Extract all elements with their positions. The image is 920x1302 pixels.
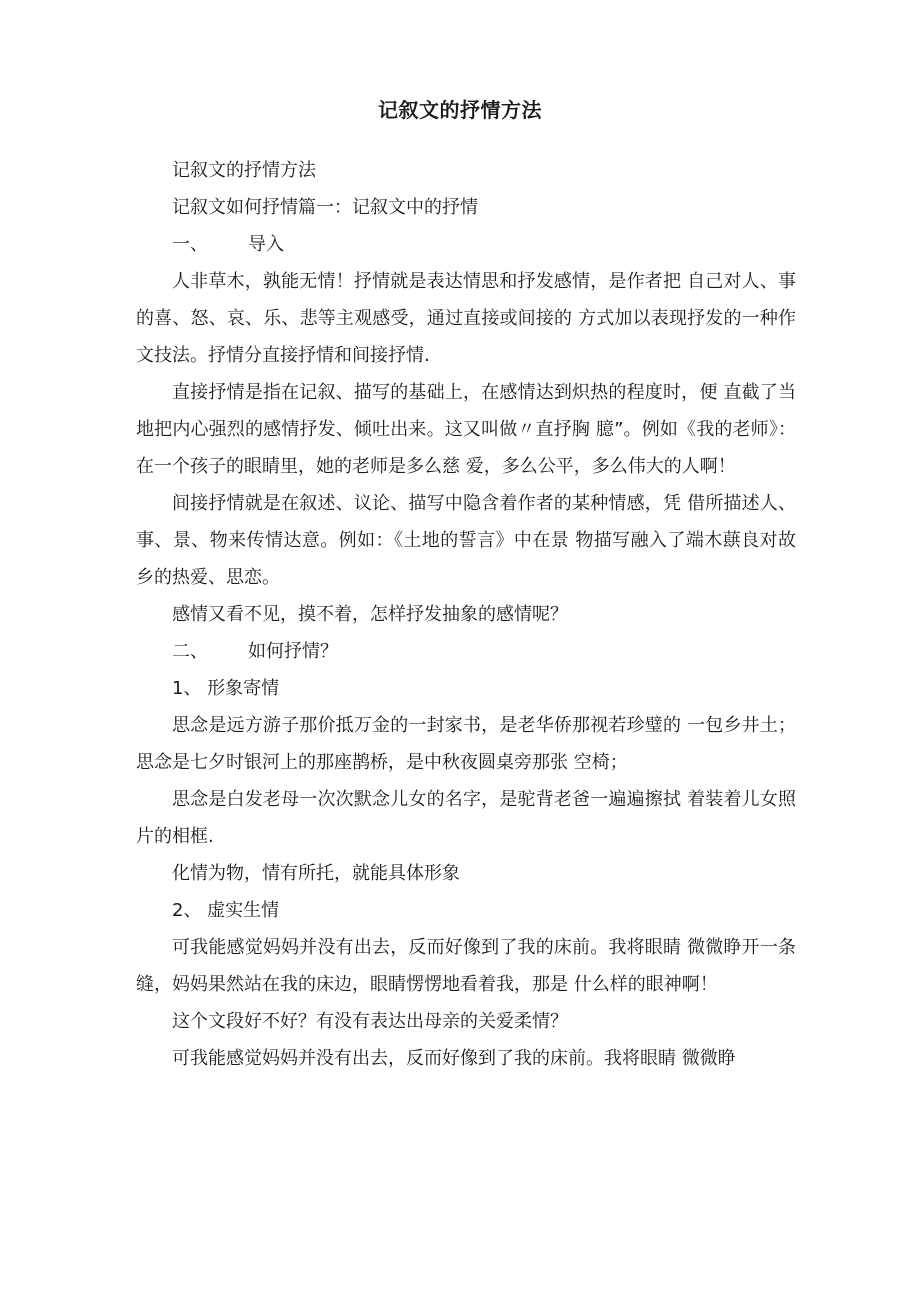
section-number: 一、 [172, 234, 208, 255]
paragraph: 这个文段好不好？有没有表达出母亲的关爱柔情？ [172, 1011, 568, 1032]
paragraph: 记叙文如何抒情篇一：记叙文中的抒情 [172, 197, 478, 218]
paragraph: 人非草木，孰能无情！抒情就是表达情思和抒发感情，是作者把 自己对人、事的喜、怒、哀、乐、悲等主观感受，通过直接或间接的 方式加以表现抒发的一种作文技法。抒情分直接抒情和间接抒情. [136, 271, 796, 366]
paragraph: 记叙文的抒情方法 [172, 160, 316, 181]
paragraph: 直接抒情是指在记叙、描写的基础上，在感情达到炽热的程度时，便 直截了当地把内心强烈的感情抒发、倾吐出来。这又叫做〃直抒胸 臆”。例如《我的老师》：在一个孩子的眼睛里，她的老师是多么慈 爱，多么公平，多么伟大的人啊！ [136, 382, 796, 477]
paragraph: 思念是远方游子那价抵万金的一封家书，是老华侨那视若珍璧的 一包乡井土；思念是七夕时银河上的那座鹊桥，是中秋夜圆桌旁那张 空椅； [136, 715, 796, 773]
paragraph: 可我能感觉妈妈并没有出去，反而好像到了我的床前。我将眼睛 微微睁开一条缝，妈妈果然站在我的床边，眼睛愣愣地看着我，那是 什么样的眼神啊！ [136, 937, 796, 995]
paragraph: 思念是白发老母一次次默念儿女的名字，是驼背老爸一遍遍擦拭 着装着儿女照片的相框. [136, 789, 796, 847]
section-heading [136, 226, 796, 263]
paragraph: 化情为物，情有所托，就能具体形象 [172, 863, 460, 884]
section-heading [136, 633, 796, 670]
paragraph: 可我能感觉妈妈并没有出去，反而好像到了我的床前。我将眼睛 微微睁 [172, 1048, 736, 1069]
section-number: 二、 [172, 641, 208, 662]
document-body [136, 152, 796, 1077]
subsection-heading: 1、 形象寄情 [172, 678, 280, 699]
paragraph: 间接抒情就是在叙述、议论、描写中隐含着作者的某种情感，凭 借所描述人、事、景、物来传情达意。例如：《土地的誓言》中在景 物描写融入了端木蕻良对故乡的热爱、思恋。 [136, 493, 796, 588]
document-title: 记叙文的抒情方法 [378, 98, 542, 122]
subsection-heading: 2、 虚实生情 [172, 900, 280, 921]
section-heading-text: 导入 [248, 234, 284, 255]
section-heading-text: 如何抒情？ [248, 641, 338, 662]
paragraph: 感情又看不见，摸不着，怎样抒发抽象的感情呢？ [172, 604, 568, 625]
